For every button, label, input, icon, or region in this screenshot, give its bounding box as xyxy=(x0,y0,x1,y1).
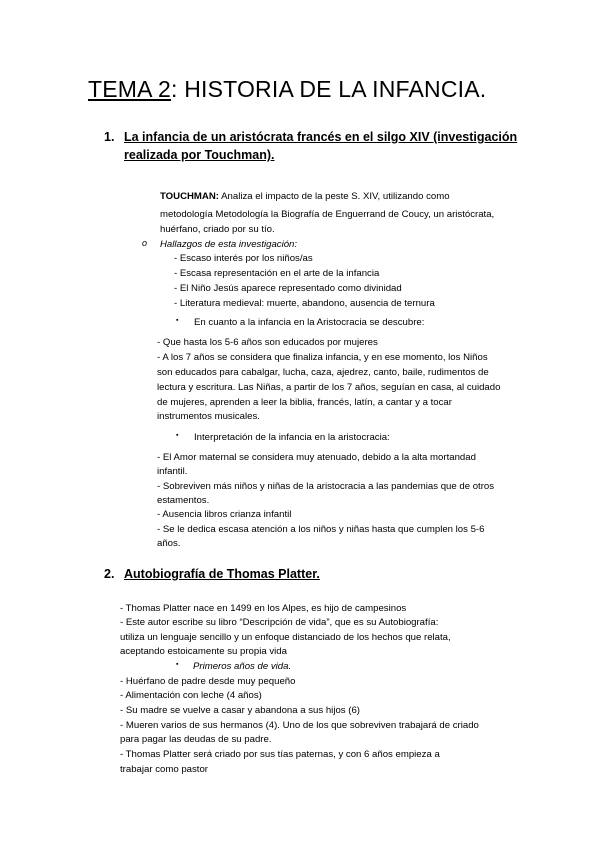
platter-intro-line: aceptando estoicamente su propia vida xyxy=(120,646,287,657)
hallazgo-item: - El Niño Jesús aparece representado como divinidad xyxy=(174,283,402,294)
title-rest: : HISTORIA DE LA INFANCIA. xyxy=(171,76,487,102)
aristocracia-line: - A los 7 años se considera que finaliza infancia, y en ese momento, los Niños xyxy=(157,352,488,363)
interpretacion-line: - Ausencia libros crianza infantil xyxy=(157,509,292,520)
section-1-heading xyxy=(104,128,544,164)
primeros-line: - Huérfano de padre desde muy pequeño xyxy=(120,676,296,687)
interpretacion-line: - Se le dedica escasa atención a los niños y niñas hasta que cumplen los 5-6 xyxy=(157,524,485,535)
touchman-line-2: metodología Metodología la Biografía de Enguerrand de Coucy, un aristócrata, xyxy=(160,209,495,220)
interpretacion-heading: Interpretación de la infancia en la aristocracia: xyxy=(194,432,390,443)
aristocracia-line: - Que hasta los 5-6 años son educados por mujeres xyxy=(157,337,378,348)
primeros-heading: Primeros años de vida. xyxy=(193,661,292,672)
section-1-number: 1. xyxy=(104,130,115,144)
circle-bullet-icon: o xyxy=(142,238,148,248)
hallazgos-title: Hallazgos de esta investigación: xyxy=(160,239,298,250)
square-bullet-icon: ▪ xyxy=(176,317,179,324)
primeros-line: - Alimentación con leche (4 años) xyxy=(120,690,262,701)
primeros-line: trabajar como pastor xyxy=(120,764,208,775)
hallazgo-item: - Escasa representación en el arte de la infancia xyxy=(174,268,380,279)
section-2-heading xyxy=(104,565,424,583)
section-2-heading-text: Autobiografía de Thomas Platter. xyxy=(124,567,320,581)
aristocracia-line: son educados para cabalgar, lucha, caza, ajedrez, canto, baile, rudimentos de xyxy=(157,367,489,378)
page-title xyxy=(88,76,486,103)
square-bullet-icon: ▪ xyxy=(176,432,179,439)
aristocracia-heading: En cuanto a la infancia en la Aristocracia se descubre: xyxy=(194,317,425,328)
section-1-heading-line2: realizada por Touchman). xyxy=(124,148,275,162)
aristocracia-line: de mujeres, aprenden a leer la biblia, francés, latín, a cantar y a tocar xyxy=(157,397,452,408)
square-bullet-icon: ▪ xyxy=(176,661,179,668)
aristocracia-line: instrumentos musicales. xyxy=(157,411,260,422)
section-1-heading-line1: La infancia de un aristócrata francés en el silgo XIV (investigación xyxy=(124,130,518,144)
platter-intro-line: utiliza un lenguaje sencillo y un enfoque distanciado de los hechos que relata, xyxy=(120,632,451,643)
platter-intro-line: - Thomas Platter nace en 1499 en los Alpes, es hijo de campesinos xyxy=(120,603,407,614)
primeros-line: - Su madre se vuelve a casar y abandona a sus hijos (6) xyxy=(120,705,360,716)
hallazgo-item: - Literatura medieval: muerte, abandono, ausencia de ternura xyxy=(174,298,435,309)
section-2-number: 2. xyxy=(104,567,115,581)
aristocracia-line: lectura y escritura. Las Niñas, a partir de los 7 años, seguían en casa, al cuidado xyxy=(157,382,501,393)
touchman-line-3: huérfano, criado por su tío. xyxy=(160,224,275,235)
touchman-label: TOUCHMAN: xyxy=(160,191,219,202)
title-prefix: TEMA 2 xyxy=(88,76,172,102)
primeros-line: para pagar las deudas de su padre. xyxy=(120,734,272,745)
touchman-text-1: Analiza el impacto de la peste S. XIV, utilizando como xyxy=(218,191,450,202)
interpretacion-line: - El Amor maternal se considera muy atenuado, debido a la alta mortandad xyxy=(157,452,476,463)
interpretacion-line: - Sobreviven más niños y niñas de la aristocracia a las pandemias que de otros xyxy=(157,481,495,492)
hallazgo-item: - Escaso interés por los niños/as xyxy=(174,253,313,264)
interpretacion-line: estamentos. xyxy=(157,495,210,506)
touchman-line-1 xyxy=(160,190,450,204)
primeros-line: - Mueren varios de sus hermanos (4). Uno de los que sobreviven trabajará de criado xyxy=(120,720,479,731)
platter-intro-line: - Este autor escribe su libro “Descripción de vida”, que es su Autobiografía: xyxy=(120,617,439,628)
primeros-line: - Thomas Platter será criado por sus tías paternas, y con 6 años empieza a xyxy=(120,749,440,760)
interpretacion-line: infantil. xyxy=(157,466,188,477)
interpretacion-line: años. xyxy=(157,538,181,549)
